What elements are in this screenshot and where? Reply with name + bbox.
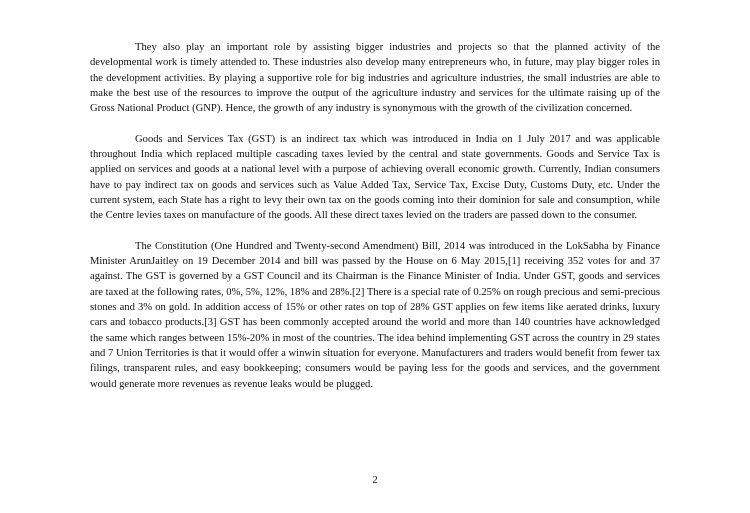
paragraph-small-industries: They also play an important role by assisting bigger industries and projects so that the planned activity of the developmental work is timely attended to. These industries also develop many entrepreneurs who, in future, may play bigger roles in the development activities. By playing a supportive role for big industries and agriculture industries, the small industries are able to make the best use of the resources to improve the output of the agriculture industry and services for the ultimate raising up of the Gross National Product (GNP). Hence, the growth of any industry is synonymous with the growth of the civilization concerned. — [90, 42, 660, 115]
body-text — [90, 40, 660, 392]
paragraph-constitution-amendment: The Constitution (One Hundred and Twenty-second Amendment) Bill, 2014 was introduced in the LokSabha by Finance Minister ArunJaitley on 19 December 2014 and bill was passed by the House on 6 May 2015,[1] receiving 352 votes for and 37 against. The GST is governed by a GST Council and its Chairman is the Finance Minister of India. Under GST, goods and services are taxed at the following rates, 0%, 5%, 12%, 18% and 28%.[2] There is a special rate of 0.25% on rough precious and semi-precious stones and 3% on gold. In addition access of 15% or other rates on top of 28% GST applies on few items like aerated drinks, luxury cars and tobacco products.[3] GST has been commonly accepted around the world and more than 140 countries have acknowledged the same which ranges between 15%-20% in most of the countries. The idea behind implementing GST across the country in 29 states and 7 Union Territories is that it would offer a winwin situation for everyone. Manufacturers and traders would benefit from fewer tax filings, transparent rules, and easy bookkeeping; consumers would be paying less for the goods and services, and the government would generate more revenues as revenue leaks would be plugged. — [90, 240, 660, 390]
page-number: 2 — [372, 475, 378, 486]
paragraph-gst-introduction: Goods and Services Tax (GST) is an indirect tax which was introduced in India on 1 July 2017 and was applicable throughout India which replaced multiple cascading taxes levied by the central and state governments. Goods and Service Tax is applied on services and goods at a national level with a purpose of achieving overall economic growth. Currently, Indian consumers have to pay indirect tax on goods and services such as Value Added Tax, Service Tax, Excise Duty, Customs Duty, etc. Under the current system, each State has a right to levy their own tax on the goods coming into their dominion for sale and consumption, while the Centre levies taxes on manufacture of the goods. All these direct taxes levied on the traders are passed down to the consumer. — [90, 133, 660, 222]
